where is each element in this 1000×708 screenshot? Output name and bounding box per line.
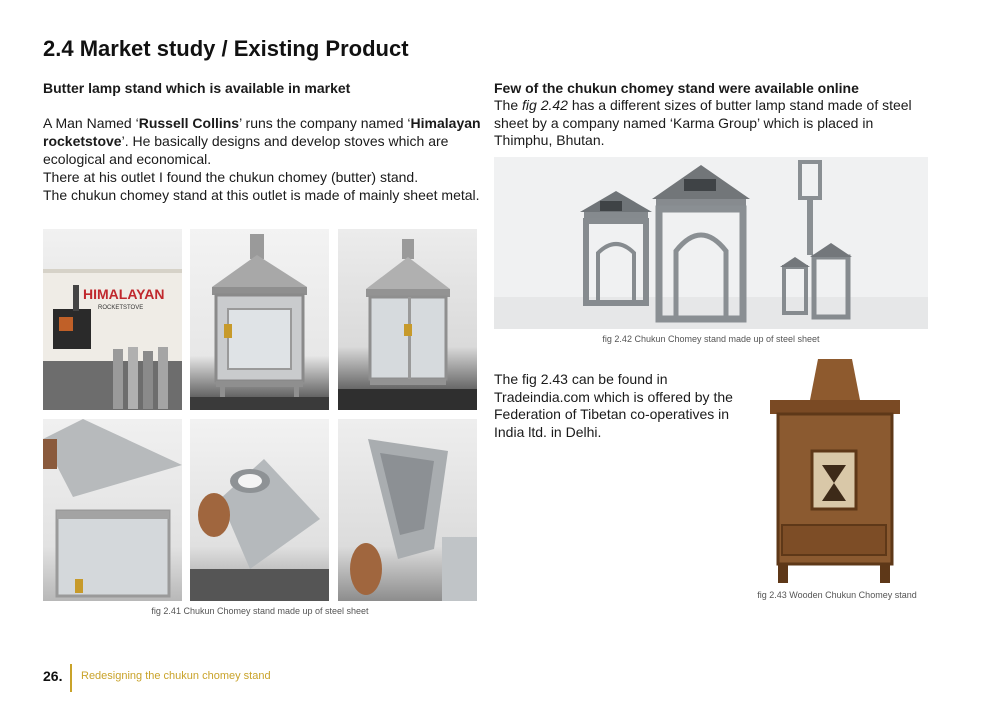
left-paragraph-3: The chukun chomey stand at this outlet is made of mainly sheet metal. [43, 187, 480, 203]
right-subtitle: Few of the chukun chomey stand were available online [494, 80, 859, 96]
text-segment: The [494, 97, 523, 113]
sign-brand-subtext: ROCKETSTOVE [98, 305, 144, 311]
figure-caption-2-43: fig 2.43 Wooden Chukun Chomey stand [757, 590, 917, 600]
footer-title: Redesigning the chukun chomey stand [81, 670, 271, 682]
right-paragraph-1 [494, 97, 934, 150]
right-paragraph-2: The fig 2.43 can be found in Tradeindia.com which is offered by the Federation of Tibetan co-operatives in India ltd. in Delhi. [494, 371, 733, 440]
page-title: 2.4 Market study / Existing Product [43, 36, 409, 61]
figure-caption-2-41: fig 2.41 Chukun Chomey stand made up of steel sheet [151, 606, 369, 616]
photo-roof-inside [338, 419, 477, 601]
text-segment: A Man Named ‘ [43, 115, 139, 131]
left-subtitle: Butter lamp stand which is available in market [43, 80, 351, 96]
text-segment: ’ runs the company named ‘ [239, 115, 411, 131]
left-paragraph-2: There at his outlet I found the chukun chomey (butter) stand. [43, 169, 419, 185]
sign-brand-text: HIMALAYAN [83, 286, 165, 302]
figure-caption-2-42: fig 2.42 Chukun Chomey stand made up of steel sheet [602, 334, 820, 344]
photo-roof-closeup [43, 419, 182, 601]
page-number: 26. [43, 668, 63, 684]
left-paragraph [43, 114, 481, 204]
photo-store-sign [43, 229, 182, 410]
text-segment: has a different sizes of butter lamp stand made of steel sheet by a company named ‘Karma Group’ which is placed in Thimphu, Bhutan. [494, 97, 912, 148]
figure-reference: fig 2.42 [522, 97, 568, 113]
person-name: Russell Collins [138, 115, 240, 131]
text-segment: ’. He basically designs and develop stoves which are ecological and economical. [43, 133, 449, 167]
left-paragraph-1 [43, 114, 481, 168]
photo-stand-front [190, 229, 329, 410]
photo-steel-stands-group [494, 157, 928, 329]
photo-chimney-part [190, 419, 329, 601]
footer-divider [70, 664, 72, 692]
company-name: Himalayan rocketstove [43, 115, 481, 149]
photo-stand-angle [338, 229, 477, 410]
photo-wooden-stand [760, 355, 908, 585]
